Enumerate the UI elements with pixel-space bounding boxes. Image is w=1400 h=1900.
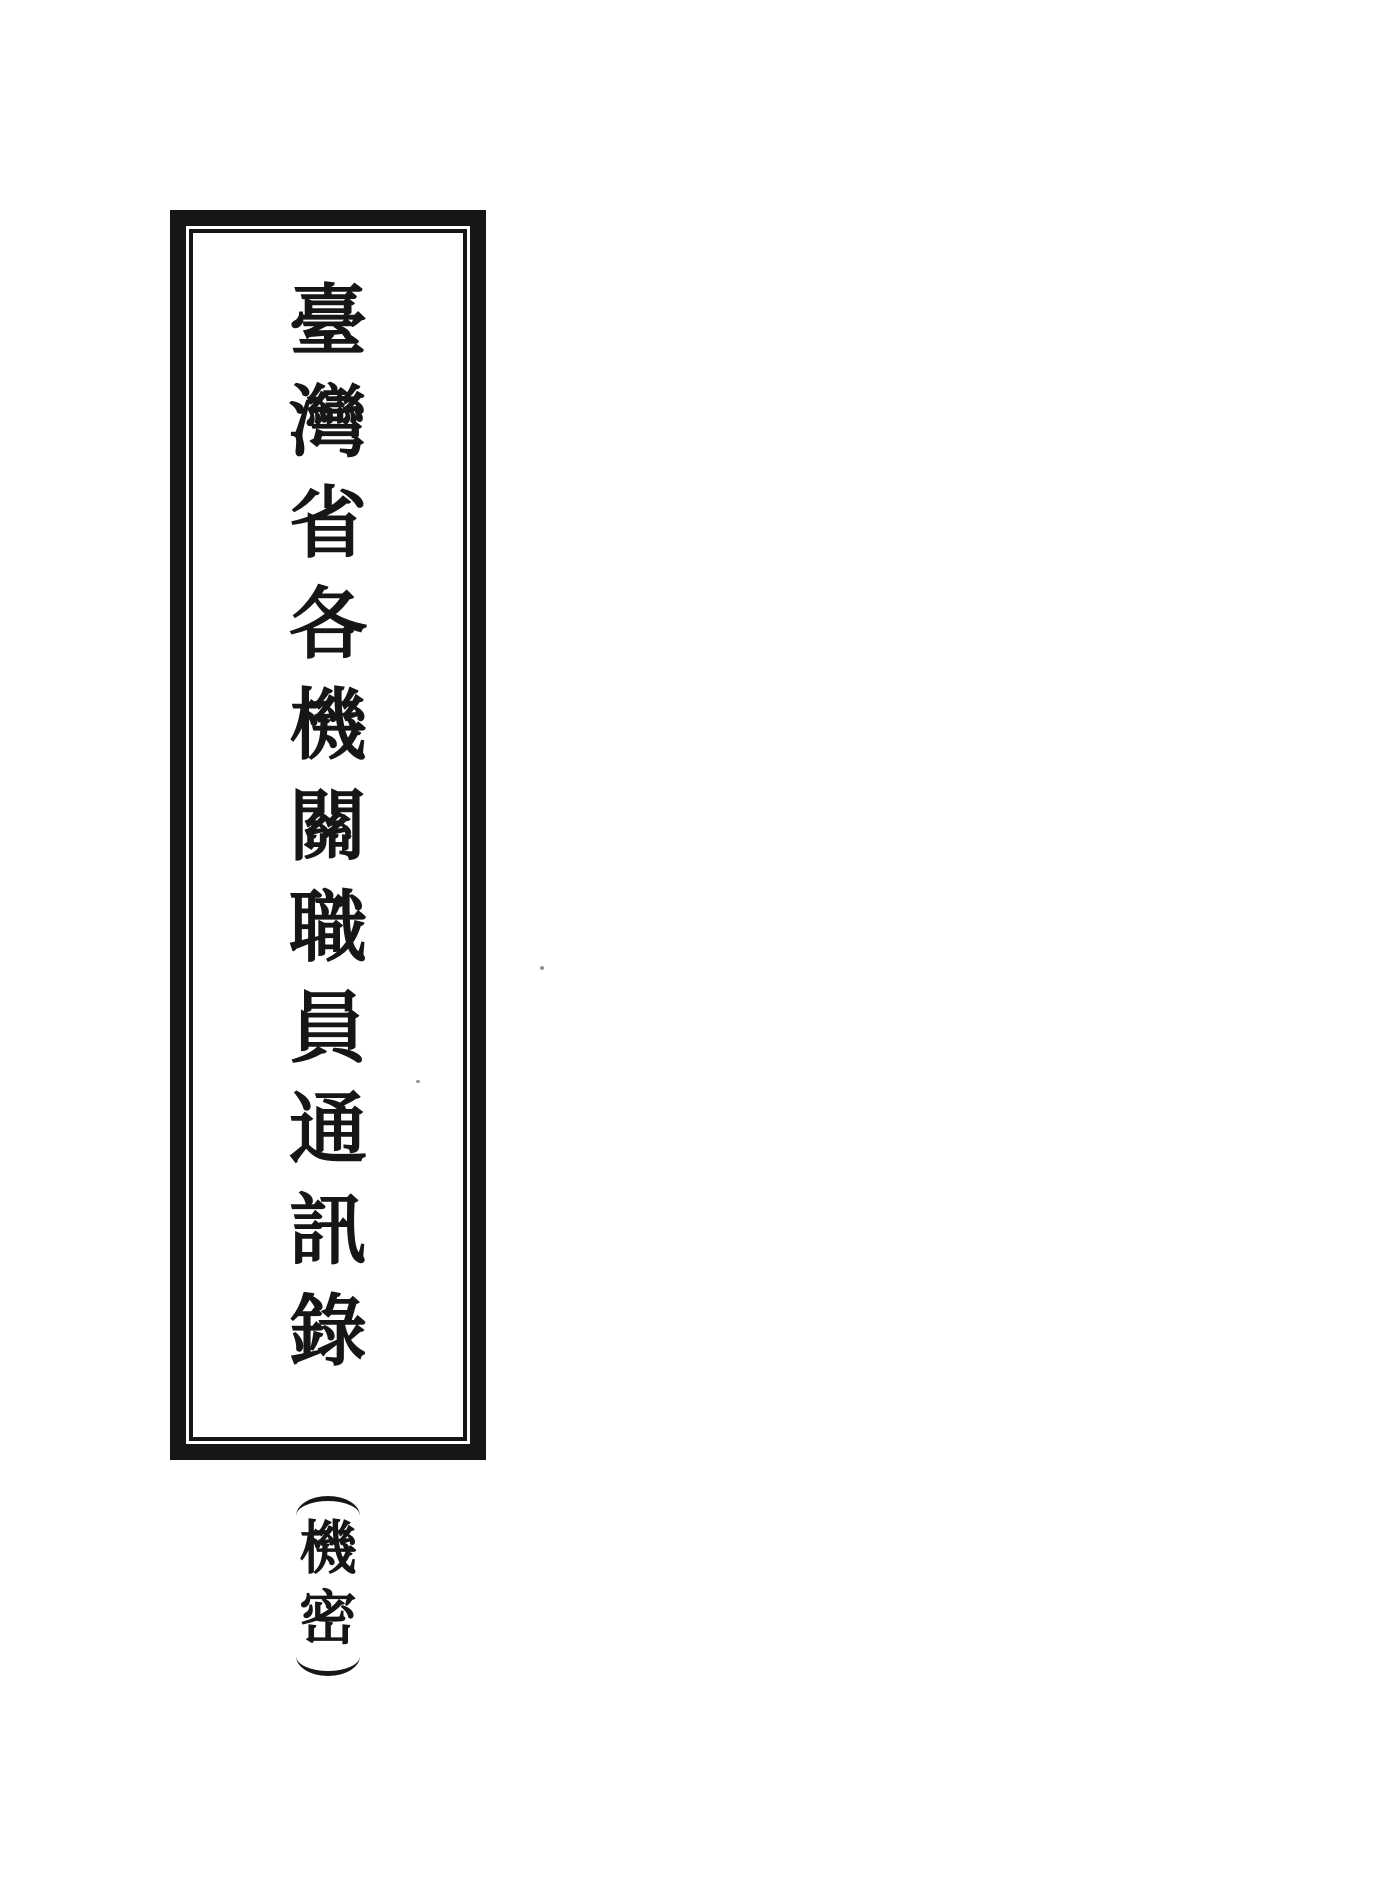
classification-label xyxy=(295,1516,361,1651)
book-title xyxy=(284,278,372,1375)
vertical-open-paren-icon xyxy=(296,1496,360,1516)
title-character: 密 xyxy=(298,1586,357,1651)
title-character: 臺 xyxy=(288,278,367,365)
title-character: 關 xyxy=(288,783,367,870)
title-character: 職 xyxy=(288,884,367,971)
title-character: 錄 xyxy=(288,1288,367,1375)
title-character: 機 xyxy=(288,682,367,769)
title-character: 通 xyxy=(288,1086,367,1173)
title-character: 機 xyxy=(298,1516,357,1581)
title-character: 員 xyxy=(288,985,367,1072)
scan-speck xyxy=(540,966,544,970)
classification-mark xyxy=(170,1496,486,1676)
scan-speck xyxy=(416,1080,420,1083)
title-character: 各 xyxy=(288,581,367,668)
title-frame xyxy=(170,210,486,1460)
title-character: 訊 xyxy=(288,1187,367,1274)
title-frame-inner-rule xyxy=(189,229,467,1441)
vertical-close-paren-icon xyxy=(296,1656,360,1676)
title-character: 灣 xyxy=(288,379,367,466)
title-character: 省 xyxy=(288,480,367,567)
